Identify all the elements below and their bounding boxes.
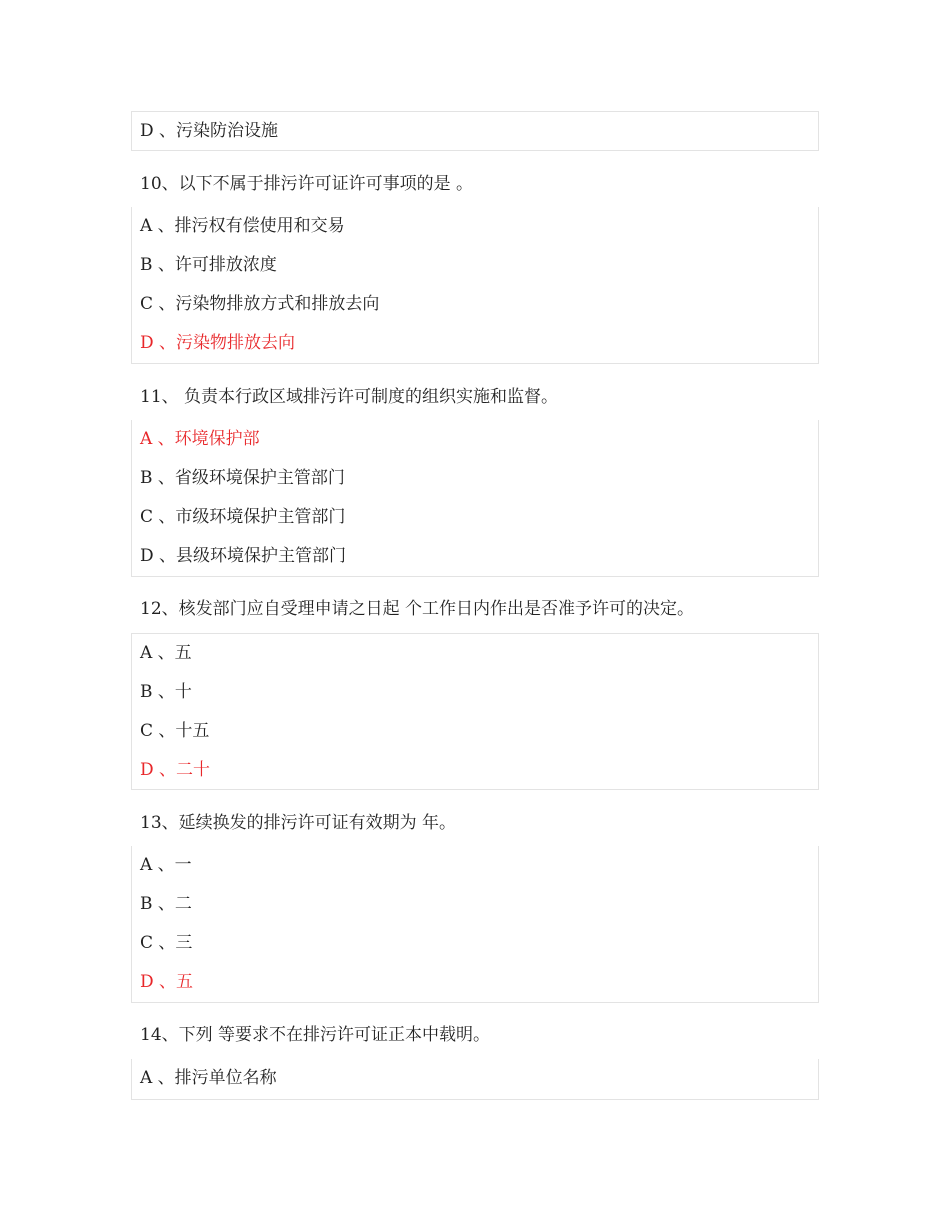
question-14-stem: 14、下列 等要求不在排污许可证正本中载明。: [140, 1025, 491, 1045]
question-10-options: [131, 207, 819, 364]
option-a: A 、排污单位名称: [140, 1068, 277, 1088]
option-a-correct: A 、环境保护部: [140, 429, 260, 449]
option-a: A 、排污权有偿使用和交易: [140, 216, 345, 236]
option-c: C 、十五: [140, 721, 210, 741]
option-c: C 、市级环境保护主管部门: [140, 507, 346, 527]
question-11-stem: 11、 负责本行政区域排污许可制度的组织实施和监督。: [140, 387, 559, 407]
option-b: B 、二: [140, 894, 192, 914]
option-d-correct: D 、二十: [140, 760, 211, 780]
question-13-stem: 13、延续换发的排污许可证有效期为 年。: [140, 813, 457, 833]
option-c: C 、三: [140, 933, 193, 953]
option-b: B 、省级环境保护主管部门: [140, 468, 345, 488]
option-a: A 、五: [140, 643, 192, 663]
question-14-options: [131, 1059, 819, 1100]
question-12-stem: 12、核发部门应自受理申请之日起 个工作日内作出是否准予许可的决定。: [140, 599, 695, 619]
option-d-correct: D 、污染物排放去向: [140, 333, 296, 353]
option-b: B 、十: [140, 682, 192, 702]
question-10-stem: 10、以下不属于排污许可证许可事项的是 。: [140, 174, 474, 194]
option-a: A 、一: [140, 855, 192, 875]
question-12-options: [131, 633, 819, 790]
option-d-correct: D 、五: [140, 972, 194, 992]
question-11-options: [131, 420, 819, 577]
prev-question-options: [131, 111, 819, 151]
option-b: B 、许可排放浓度: [140, 255, 277, 275]
option-d: D 、污染防治设施: [140, 121, 279, 141]
option-d: D 、县级环境保护主管部门: [140, 546, 347, 566]
question-13-options: [131, 846, 819, 1003]
option-c: C 、污染物排放方式和排放去向: [140, 294, 380, 314]
